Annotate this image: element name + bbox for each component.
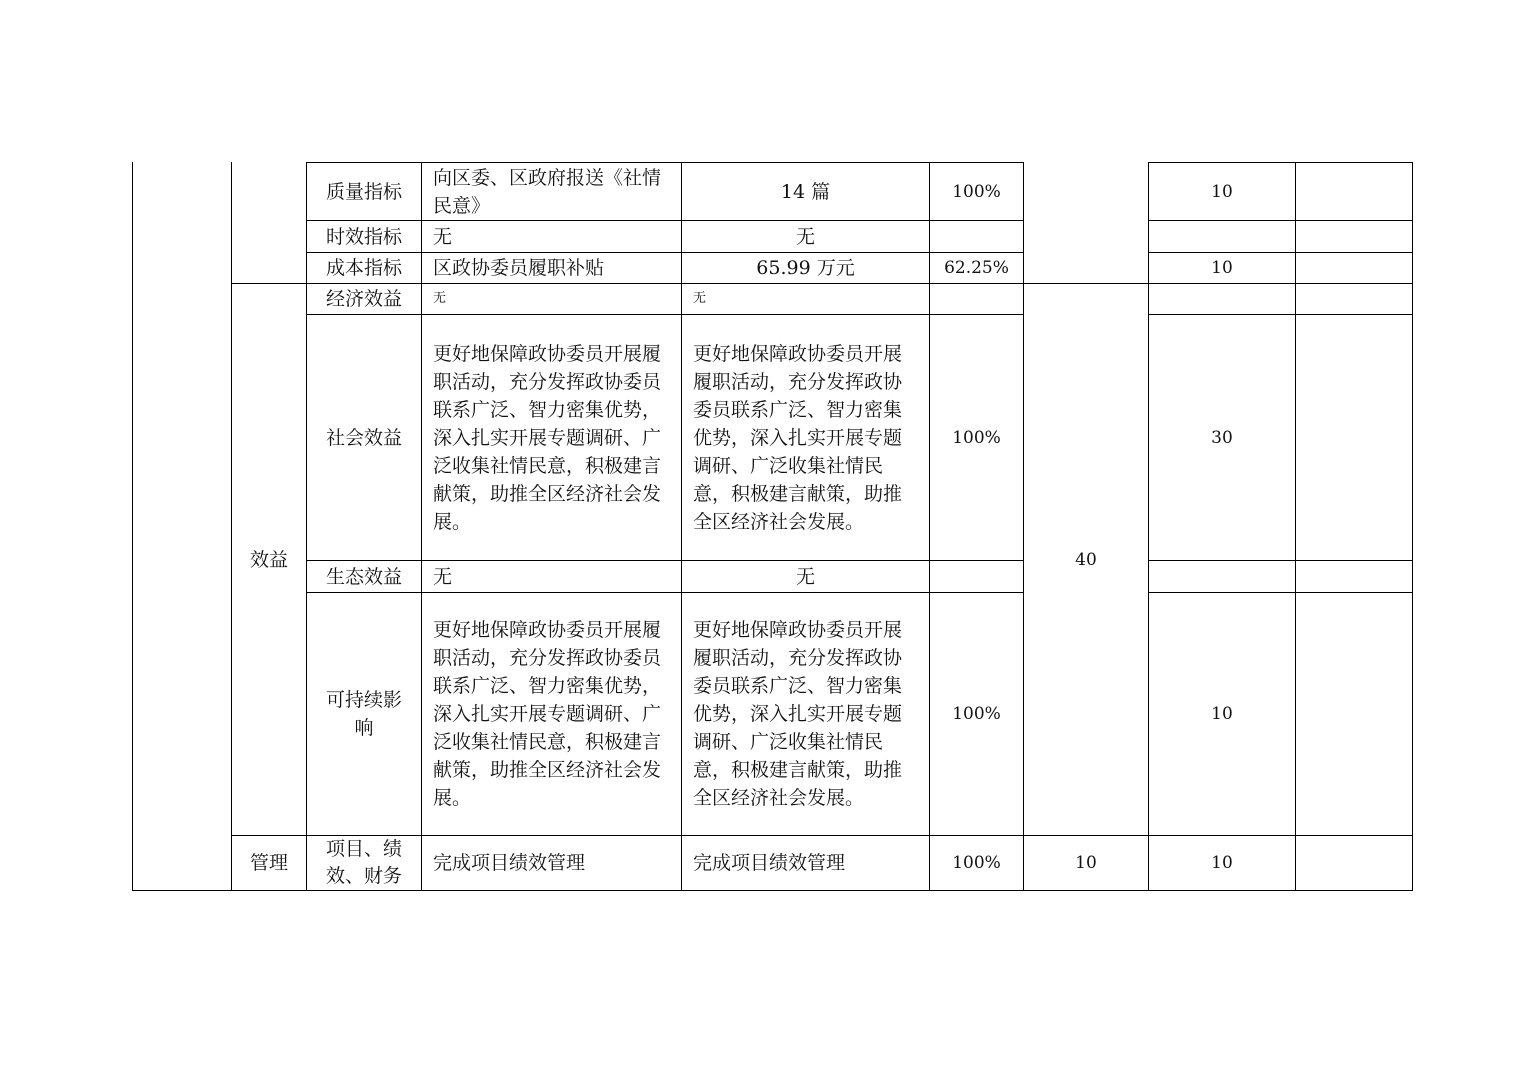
indicator-social: 社会效益 bbox=[325, 426, 402, 449]
content-management: 完成项目绩效管理 bbox=[433, 852, 586, 874]
rate-sustainable: 100% bbox=[952, 704, 1001, 724]
content-quality: 向区委、区政府报送《社情民意》 bbox=[433, 166, 662, 217]
score-management: 10 bbox=[1211, 853, 1233, 873]
content-ecological: 无 bbox=[433, 565, 453, 588]
category-benefit: 效益 bbox=[249, 548, 288, 571]
target-ecological: 无 bbox=[795, 565, 815, 588]
indicator-economic: 经济效益 bbox=[325, 288, 402, 310]
target-cost: 65.99 万元 bbox=[756, 257, 855, 279]
target-sustainable: 更好地保障政协委员开展履职活动，充分发挥政协委员联系广泛、智力密集优势，深入扎实开展专题调研、广泛收集社情民意，积极建言献策，助推全区经济社会发展。 bbox=[693, 619, 903, 809]
category-management: 管理 bbox=[249, 852, 288, 874]
content-cost: 区政协委员履职补贴 bbox=[433, 257, 605, 279]
target-social: 更好地保障政协委员开展履职活动，充分发挥政协委员联系广泛、智力密集优势，深入扎实开展专题调研、广泛收集社情民意，积极建言献策，助推全区经济社会发展。 bbox=[693, 342, 903, 533]
content-social: 更好地保障政协委员开展履职活动，充分发挥政协委员联系广泛、智力密集优势，深入扎实开展专题调研、广泛收集社情民意，积极建言献策，助推全区经济社会发展。 bbox=[433, 342, 662, 533]
target-quality: 14 篇 bbox=[780, 180, 831, 203]
weight-benefit: 40 bbox=[1075, 549, 1097, 570]
indicator-management: 项目、绩效、财务 bbox=[325, 838, 402, 887]
weight-management: 10 bbox=[1075, 853, 1097, 873]
target-management: 完成项目绩效管理 bbox=[693, 852, 846, 874]
score-cost: 10 bbox=[1211, 258, 1233, 278]
content-timeliness: 无 bbox=[433, 225, 453, 248]
indicator-timeliness: 时效指标 bbox=[325, 225, 402, 248]
indicator-ecological: 生态效益 bbox=[325, 565, 402, 588]
rate-quality: 100% bbox=[952, 181, 1001, 202]
score-sustainable: 10 bbox=[1211, 704, 1233, 724]
indicator-cost: 成本指标 bbox=[325, 257, 402, 279]
score-quality: 10 bbox=[1211, 181, 1233, 202]
content-economic: 无 bbox=[433, 291, 447, 306]
score-social: 30 bbox=[1211, 427, 1233, 448]
indicator-quality: 质量指标 bbox=[325, 180, 402, 203]
target-economic: 无 bbox=[693, 291, 707, 306]
rate-social: 100% bbox=[952, 427, 1001, 448]
content-sustainable: 更好地保障政协委员开展履职活动，充分发挥政协委员联系广泛、智力密集优势，深入扎实开展专题调研、广泛收集社情民意，积极建言献策，助推全区经济社会发展。 bbox=[433, 619, 662, 809]
target-timeliness: 无 bbox=[795, 225, 815, 248]
rate-cost: 62.25% bbox=[944, 258, 1009, 278]
rate-management: 100% bbox=[952, 853, 1001, 873]
indicator-sustainable: 可持续影响 bbox=[325, 689, 402, 739]
